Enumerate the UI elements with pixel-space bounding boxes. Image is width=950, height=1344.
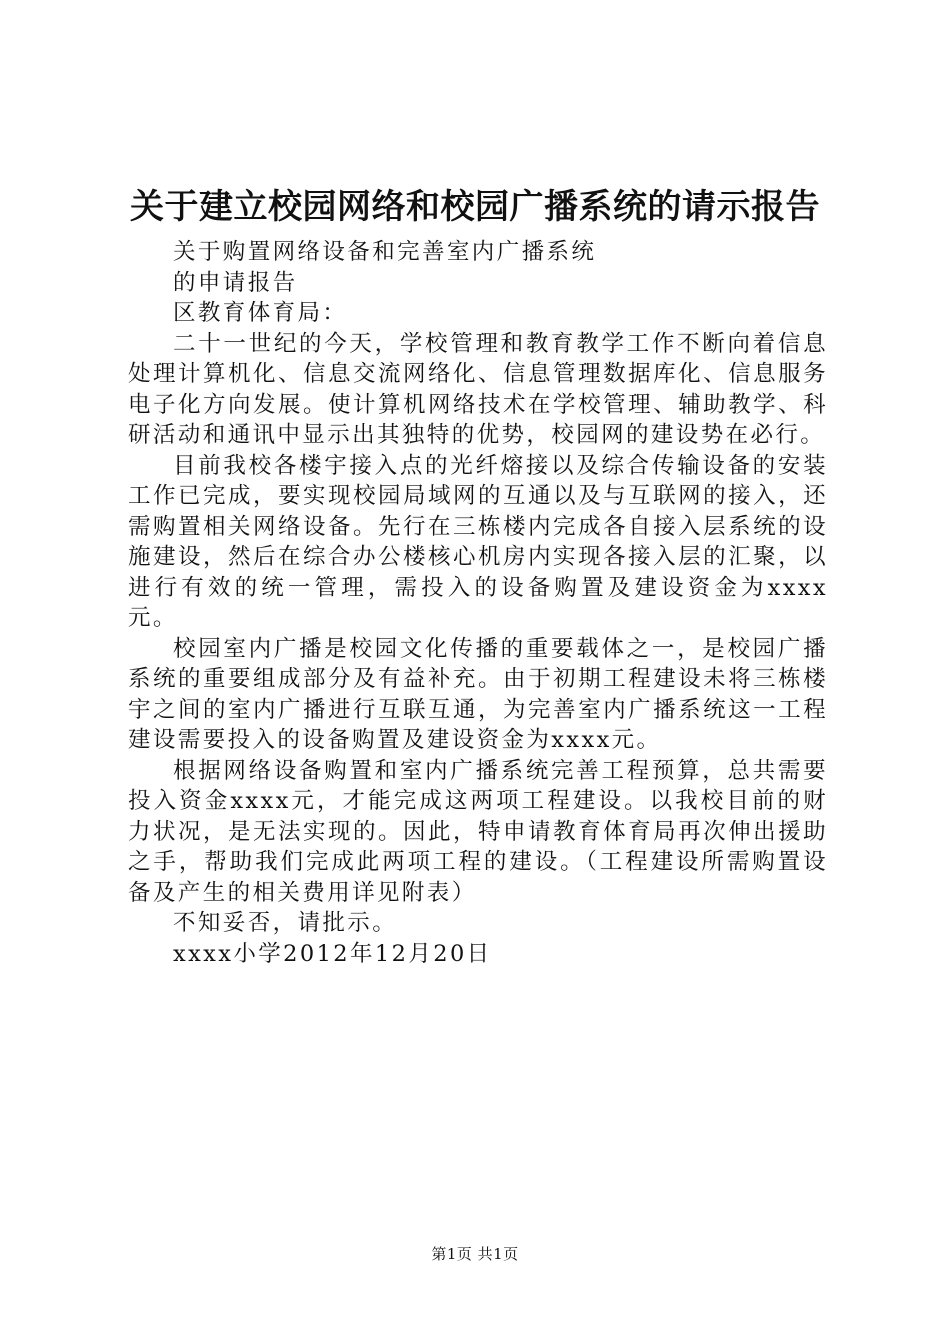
closing-line: 不知妥否，请批示。 (173, 910, 398, 936)
subtitle-line-2: 的申请报告 (173, 269, 298, 296)
signature-line: xxxx小学2012年12月20日 (173, 940, 492, 967)
addressee: 区教育体育局： (173, 300, 348, 326)
document-body (128, 237, 828, 969)
paragraph-3: 校园室内广播是校园文化传播的重要载体之一，是校园广播系统的重要组成部分及有益补充。由于初期工程建设未将三栋楼宇之间的室内广播进行互联互通，为完善室内广播系统这一工程建设需要投入的设备购置及建设资金为xxxx元。 (128, 635, 828, 753)
paragraph-1: 二十一世纪的今天，学校管理和教育教学工作不断向着信息处理计算机化、信息交流网络化、信息管理数据库化、信息服务电子化方向发展。使计算机网络技术在学校管理、辅助教学、科研活动和通讯中显示出其独特的优势，校园网的建设势在必行。 (128, 330, 828, 448)
paragraph-2: 目前我校各楼宇接入点的光纤熔接以及综合传输设备的安装工作已完成，要实现校园局域网的互通以及与互联网的接入，还需购置相关网络设备。先行在三栋楼内完成各自接入层系统的设施建设，然后在综合办公楼核心机房内实现各接入层的汇聚，以进行有效的统一管理，需投入的设备购置及建设资金为xxxx元。 (128, 452, 828, 631)
document-title: 关于建立校园网络和校园广播系统的请示报告 (130, 187, 820, 227)
paragraph-4: 根据网络设备购置和室内广播系统完善工程预算，总共需要投入资金xxxx元，才能完成这两项工程建设。以我校目前的财力状况，是无法实现的。因此，特申请教育体育局再次伸出援助之手，帮助我们完成此两项工程的建设。（工程建设所需购置设备及产生的相关费用详见附表） (128, 757, 828, 906)
subtitle-line-1: 关于购置网络设备和完善室内广播系统 (173, 239, 597, 265)
page-footer: 第1页 共1页 (431, 1245, 519, 1263)
